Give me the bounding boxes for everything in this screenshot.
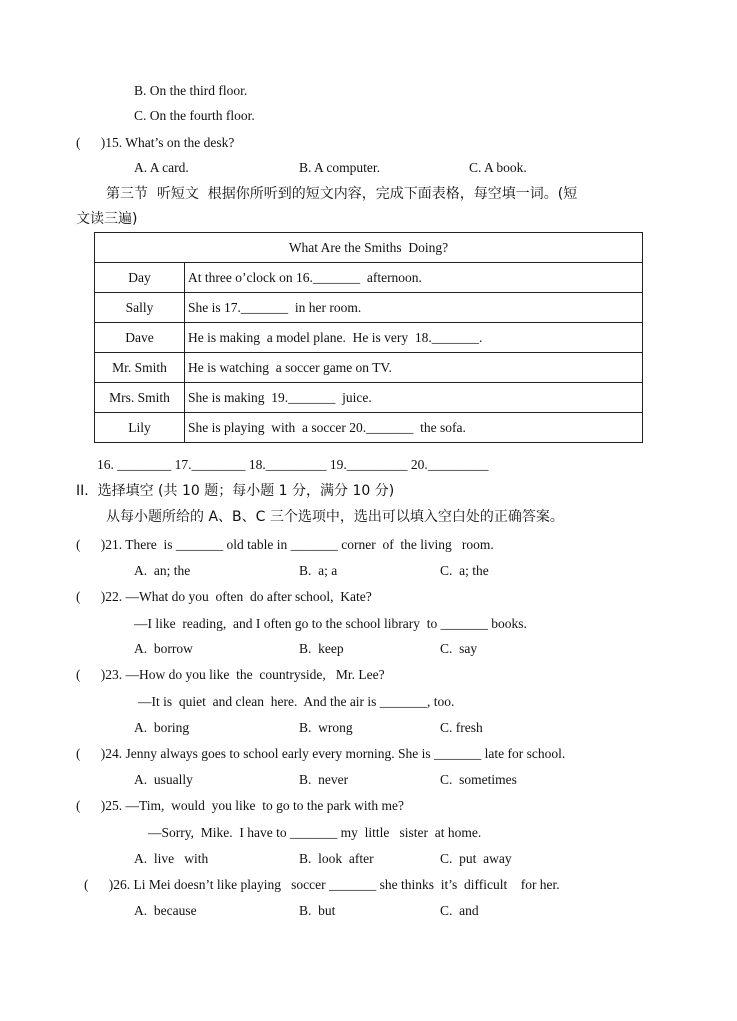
table-row — [95, 293, 643, 323]
table-row-text: He is making a model plane. He is very 18._______. — [185, 323, 643, 353]
q23-line2: —It is quiet and clean here. And the air is _______, too. — [138, 694, 455, 709]
q14-option-b: B. On the third floor. — [134, 83, 248, 98]
q25-stem: ( )25. —Tim, would you like to go to the park with me? — [76, 798, 404, 813]
table-row-label: Mrs. Smith — [95, 383, 185, 413]
q22-option-b: B. keep — [299, 641, 344, 656]
section3-heading-line2: 文读三遍) — [76, 211, 138, 227]
table-row — [95, 383, 643, 413]
table-row-text: She is making 19._______ juice. — [185, 383, 643, 413]
part2-title: II. 选择填空 (共 10 题；每小题 1 分，满分 10 分) — [76, 483, 395, 499]
q22-stem: ( )22. —What do you often do after school, Kate? — [76, 589, 372, 604]
table-row-label: Dave — [95, 323, 185, 353]
table-title: What Are the Smiths Doing? — [95, 233, 643, 263]
table-row-label: Mr. Smith — [95, 353, 185, 383]
q15-option-c: C. A book. — [469, 160, 527, 175]
table-row-label: Day — [95, 263, 185, 293]
q21-option-a: A. an; the — [134, 563, 191, 578]
q15-stem: ( )15. What’s on the desk? — [76, 135, 235, 150]
table-row-text: She is playing with a soccer 20._______ the sofa. — [185, 413, 643, 443]
q21-option-c: C. a; the — [440, 563, 489, 578]
section3-heading-line1: 第三节 听短文 根据你所听到的短文内容，完成下面表格，每空填一词。(短 — [106, 186, 578, 202]
table-row-label: Sally — [95, 293, 185, 323]
q22-option-a: A. borrow — [134, 641, 193, 656]
q21-stem: ( )21. There is _______ old table in _______ corner of the living room. — [76, 537, 494, 552]
q14-option-c: C. On the fourth floor. — [134, 108, 255, 123]
q23-option-b: B. wrong — [299, 720, 353, 735]
q23-option-c: C. fresh — [440, 720, 483, 735]
table-row — [95, 263, 643, 293]
q22-line2: —I like reading, and I often go to the school library to _______ books. — [134, 616, 527, 631]
q23-stem: ( )23. —How do you like the countryside, Mr. Lee? — [76, 667, 385, 682]
q25-option-c: C. put away — [440, 851, 512, 866]
q26-stem: ( )26. Li Mei doesn’t like playing soccer _______ she thinks it’s difficult for her. — [84, 877, 560, 892]
q26-option-a: A. because — [134, 903, 197, 918]
q24-option-a: A. usually — [134, 772, 193, 787]
q21-option-b: B. a; a — [299, 563, 338, 578]
part2-instruction: 从每小题所给的 A、B、C 三个选项中，选出可以填入空白处的正确答案。 — [106, 509, 564, 525]
q25-option-a: A. live with — [134, 851, 209, 866]
q24-stem: ( )24. Jenny always goes to school early every morning. She is _______ late for school. — [76, 746, 566, 761]
q15-option-a: A. A card. — [134, 160, 189, 175]
table-row-text: At three o’clock on 16._______ afternoon. — [185, 263, 643, 293]
q25-option-b: B. look after — [299, 851, 374, 866]
q26-option-c: C. and — [440, 903, 479, 918]
table-row-text: She is 17._______ in her room. — [185, 293, 643, 323]
table-row — [95, 323, 643, 353]
q26-option-b: B. but — [299, 903, 336, 918]
answer-blanks: 16. ________ 17.________ 18._________ 19._________ 20._________ — [97, 457, 489, 472]
table-row-label: Lily — [95, 413, 185, 443]
table-row-text: He is watching a soccer game on TV. — [185, 353, 643, 383]
q24-option-c: C. sometimes — [440, 772, 517, 787]
q22-option-c: C. say — [440, 641, 478, 656]
table-row — [95, 413, 643, 443]
q15-option-b: B. A computer. — [299, 160, 380, 175]
smiths-table — [94, 232, 643, 443]
q24-option-b: B. never — [299, 772, 349, 787]
q25-line2: —Sorry, Mike. I have to _______ my little sister at home. — [148, 825, 482, 840]
table-row — [95, 353, 643, 383]
q23-option-a: A. boring — [134, 720, 190, 735]
